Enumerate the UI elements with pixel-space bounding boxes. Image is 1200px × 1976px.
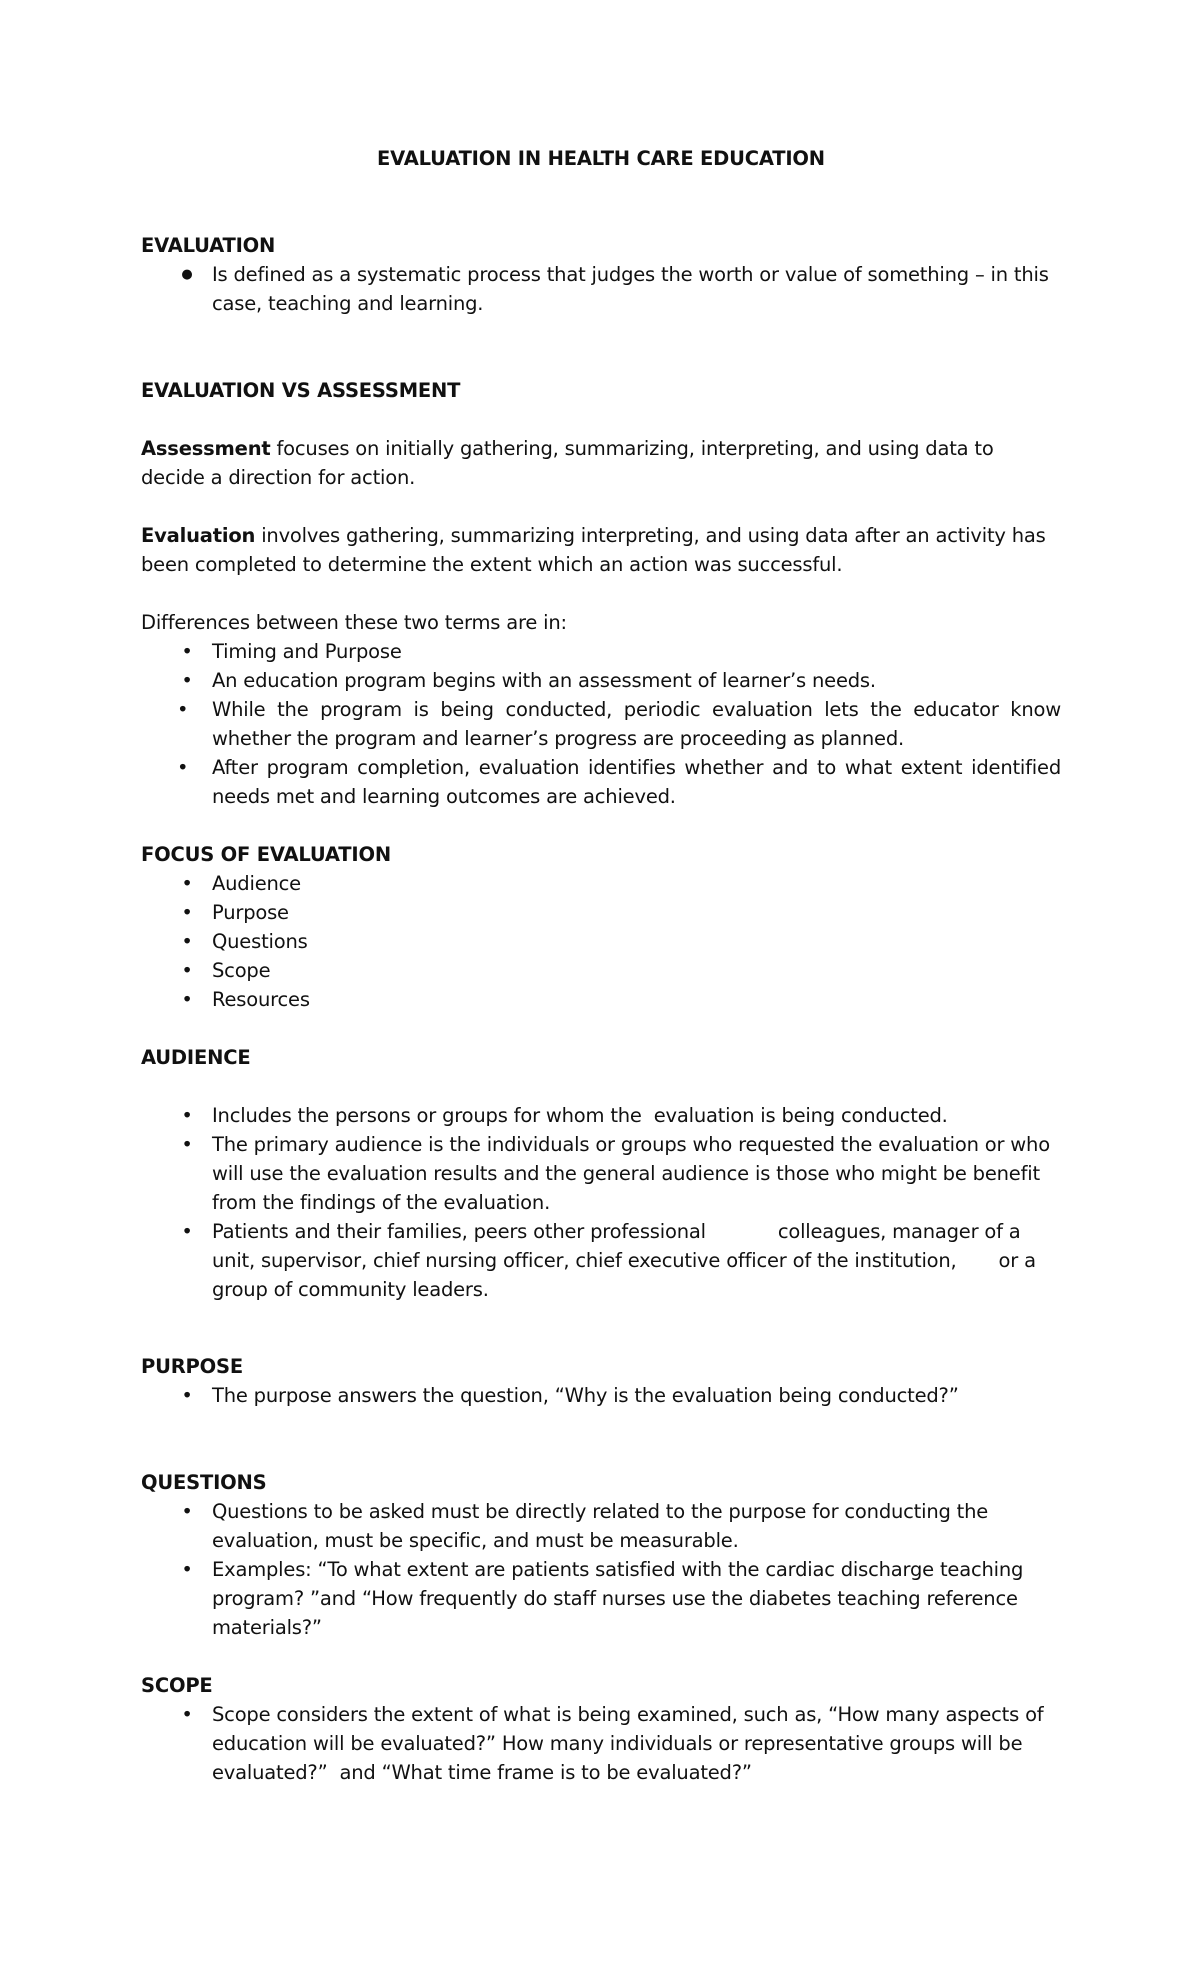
list-item: • The purpose answers the question, “Why is the evaluation being conducted?” — [141, 1381, 1061, 1410]
list-item: • Examples: “To what extent are patients satisfied with the cardiac discharge teaching program? ”and “How frequently do staff nurses use the diabetes teaching reference materials?” — [141, 1555, 1061, 1642]
section-scope — [141, 1671, 1061, 1787]
bullet-icon: • — [181, 640, 193, 663]
bullet-icon: • — [177, 698, 189, 721]
list-item: • An education program begins with an assessment of learner’s needs. — [141, 666, 1061, 695]
list-item: • Questions — [141, 927, 1061, 956]
list-item: • Scope — [141, 956, 1061, 985]
document-body — [141, 144, 1061, 1787]
focus-list — [141, 869, 1061, 1014]
audience-list — [141, 1101, 1061, 1304]
assessment-paragraph: Assessment focuses on initially gathering, summarizing, interpreting, and using data to decide a direction for action. — [141, 437, 994, 489]
list-item: • Scope considers the extent of what is being examined, such as, “How many aspects of education will be evaluated?” How many individuals or representative groups will be evaluated?” and “What time frame is to be evaluated?” — [141, 1700, 1061, 1787]
heading-focus: FOCUS OF EVALUATION — [141, 843, 391, 866]
list-item: ● Is defined as a systematic process that judges the worth or value of something – in this case, teaching and learning. — [141, 260, 1061, 318]
list-item: • Questions to be asked must be directly related to the purpose for conducting the evaluation, must be specific, and must be measurable. — [141, 1497, 1061, 1555]
bullet-icon: • — [181, 1133, 193, 1156]
bullet-icon: • — [181, 901, 193, 924]
questions-list — [141, 1497, 1061, 1642]
bullet-icon: • — [181, 1384, 193, 1407]
bullet-icon: • — [181, 988, 193, 1011]
heading-purpose: PURPOSE — [141, 1355, 243, 1378]
bullet-icon: • — [181, 1500, 193, 1523]
section-purpose — [141, 1352, 1061, 1410]
bullet-icon: • — [181, 1558, 193, 1581]
assessment-term: Assessment — [141, 437, 271, 460]
bullet-icon: • — [181, 1220, 193, 1243]
section-eval-vs-assessment — [141, 376, 1061, 811]
bullet-icon: • — [181, 930, 193, 953]
heading-evaluation: EVALUATION — [141, 234, 276, 257]
list-item: • Resources — [141, 985, 1061, 1014]
differences-intro: Differences between these two terms are in: — [141, 611, 567, 634]
section-questions — [141, 1468, 1061, 1642]
section-evaluation — [141, 231, 1061, 318]
heading-audience: AUDIENCE — [141, 1046, 251, 1069]
list-item: • Includes the persons or groups for whom the evaluation is being conducted. — [141, 1101, 1061, 1130]
bullet-icon: • — [181, 1703, 193, 1726]
list-item: • Timing and Purpose — [141, 637, 1061, 666]
evaluation-paragraph: Evaluation involves gathering, summarizing interpreting, and using data after an activity has been completed to determine the extent which an action was successful. — [141, 524, 1046, 576]
heading-eval-vs-assessment: EVALUATION VS ASSESSMENT — [141, 379, 461, 402]
heading-questions: QUESTIONS — [141, 1471, 267, 1494]
evaluation-term: Evaluation — [141, 524, 256, 547]
section-audience — [141, 1043, 1061, 1304]
list-item: • Purpose — [141, 898, 1061, 927]
list-item: • Patients and their families, peers other professional colleagues, manager of a unit, supervisor, chief nursing officer, chief executive officer of the institution, or a group of community leaders. — [141, 1217, 1061, 1304]
bullet-icon: • — [181, 959, 193, 982]
bullet-icon: • — [181, 669, 193, 692]
bullet-icon: ● — [181, 267, 193, 282]
list-item: • Audience — [141, 869, 1061, 898]
list-item: • After program completion, evaluation identifies whether and to what extent identified needs met and learning outcomes are achieved. — [141, 753, 1061, 811]
section-focus — [141, 840, 1061, 1014]
bullet-icon: • — [181, 1104, 193, 1127]
bullet-icon: • — [177, 756, 189, 779]
document-title: EVALUATION IN HEALTH CARE EDUCATION — [377, 147, 825, 170]
list-item: • The primary audience is the individuals or groups who requested the evaluation or who will use the evaluation results and the general audience is those who might be benefit from the findings of the evaluation. — [141, 1130, 1061, 1217]
list-item: • While the program is being conducted, periodic evaluation lets the educator know whether the program and learner’s progress are proceeding as planned. — [141, 695, 1061, 753]
differences-list — [141, 637, 1061, 811]
scope-list — [141, 1700, 1061, 1787]
bullet-icon: • — [181, 872, 193, 895]
heading-scope: SCOPE — [141, 1674, 213, 1697]
evaluation-list — [141, 260, 1061, 318]
purpose-list — [141, 1381, 1061, 1410]
